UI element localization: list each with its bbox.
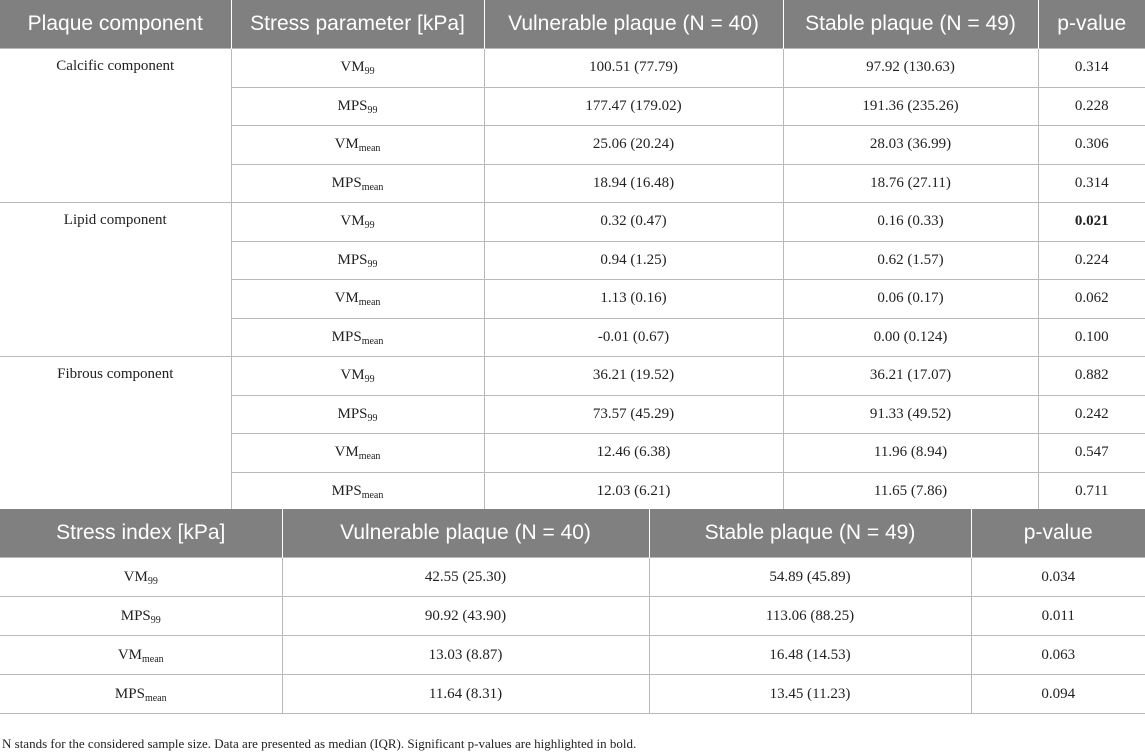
stable-value-cell: 91.33 (49.52) <box>783 395 1038 434</box>
table2-header-row <box>0 509 1145 558</box>
parameter-subscript: mean <box>144 692 167 704</box>
stable-value-cell: 0.00 (0.124) <box>783 318 1038 357</box>
parameter-name: VM <box>334 290 359 307</box>
parameter-subscript: 99 <box>367 258 378 270</box>
stress-parameter-cell <box>0 558 282 597</box>
header-plaque-component: Plaque component <box>0 0 231 49</box>
table-row <box>0 357 1145 396</box>
p-value-cell: 0.228 <box>1038 87 1145 126</box>
vulnerable-value-cell: 25.06 (20.24) <box>484 126 783 165</box>
vulnerable-value-cell: 18.94 (16.48) <box>484 164 783 203</box>
vulnerable-value-cell: 177.47 (179.02) <box>484 87 783 126</box>
table-row <box>0 675 1145 714</box>
p-value-cell: 0.011 <box>971 597 1145 636</box>
vulnerable-value-cell: 11.64 (8.31) <box>282 675 649 714</box>
p-value-cell: 0.547 <box>1038 434 1145 473</box>
parameter-subscript: mean <box>358 451 381 463</box>
parameter-name: VM <box>117 646 142 663</box>
stable-value-cell: 28.03 (36.99) <box>783 126 1038 165</box>
stable-value-cell: 13.45 (11.23) <box>649 675 971 714</box>
table-row <box>0 558 1145 597</box>
parameter-name: MPS <box>337 251 368 268</box>
vulnerable-value-cell: 12.46 (6.38) <box>484 434 783 473</box>
stress-parameter-cell <box>231 87 484 126</box>
p-value-cell: 0.711 <box>1038 472 1145 511</box>
p-value-cell: 0.034 <box>971 558 1145 597</box>
p-value-cell: 0.100 <box>1038 318 1145 357</box>
stress-parameter-cell <box>231 318 484 357</box>
header-vulnerable-plaque: Vulnerable plaque (N = 40) <box>484 0 783 49</box>
parameter-name: VM <box>340 367 365 384</box>
stress-parameter-cell <box>231 126 484 165</box>
parameter-name: MPS <box>331 482 362 499</box>
header-p-value: p-value <box>1038 0 1145 49</box>
parameter-name: MPS <box>337 97 368 114</box>
table-row <box>0 636 1145 675</box>
stress-parameter-cell <box>0 597 282 636</box>
stress-parameter-cell <box>0 636 282 675</box>
stable-value-cell: 191.36 (235.26) <box>783 87 1038 126</box>
vulnerable-value-cell: 12.03 (6.21) <box>484 472 783 511</box>
vulnerable-value-cell: 36.21 (19.52) <box>484 357 783 396</box>
parameter-subscript: mean <box>358 143 381 155</box>
table-row <box>0 597 1145 636</box>
parameter-subscript: mean <box>361 489 384 501</box>
table1-header-row <box>0 0 1145 49</box>
stable-value-cell: 113.06 (88.25) <box>649 597 971 636</box>
plaque-component-cell: Calcific component <box>0 49 231 203</box>
header-p-value: p-value <box>971 509 1145 558</box>
header-stress-index: Stress index [kPa] <box>0 509 282 558</box>
parameter-name: MPS <box>337 405 368 422</box>
parameter-subscript: mean <box>142 653 164 665</box>
stress-parameter-cell <box>231 434 484 473</box>
parameter-subscript: 99 <box>367 412 378 424</box>
vulnerable-value-cell: -0.01 (0.67) <box>484 318 783 357</box>
table-footnote: N stands for the considered sample size. Data are presented as median (IQR). Significant p-values are highlighted in bold. <box>2 736 637 751</box>
parameter-name: VM <box>340 59 365 76</box>
parameter-subscript: mean <box>361 181 384 193</box>
p-value-cell: 0.242 <box>1038 395 1145 434</box>
parameter-subscript: mean <box>358 297 381 309</box>
stress-parameter-cell <box>231 395 484 434</box>
stress-parameter-cell <box>0 675 282 714</box>
plaque-component-cell: Fibrous component <box>0 357 231 511</box>
header-stress-parameter: Stress parameter [kPa] <box>231 0 484 49</box>
parameter-subscript: 99 <box>364 66 375 78</box>
stress-parameter-cell <box>231 49 484 88</box>
parameter-subscript: 99 <box>147 575 158 587</box>
p-value-cell: 0.062 <box>1038 280 1145 319</box>
stress-parameter-cell <box>231 241 484 280</box>
vulnerable-value-cell: 42.55 (25.30) <box>282 558 649 597</box>
stress-parameter-cell <box>231 280 484 319</box>
p-value-cell: 0.063 <box>971 636 1145 675</box>
p-value-cell: 0.882 <box>1038 357 1145 396</box>
parameter-name: MPS <box>331 174 362 191</box>
stress-parameter-cell <box>231 357 484 396</box>
vulnerable-value-cell: 0.32 (0.47) <box>484 203 783 242</box>
p-value-cell: 0.314 <box>1038 49 1145 88</box>
header-vulnerable-plaque: Vulnerable plaque (N = 40) <box>282 509 649 558</box>
stress-index-table <box>0 509 1145 714</box>
p-value-cell: 0.094 <box>971 675 1145 714</box>
parameter-name: MPS <box>331 328 362 345</box>
p-value-cell: 0.306 <box>1038 126 1145 165</box>
p-value-cell: 0.314 <box>1038 164 1145 203</box>
stable-value-cell: 18.76 (27.11) <box>783 164 1038 203</box>
header-stable-plaque: Stable plaque (N = 49) <box>783 0 1038 49</box>
parameter-name: VM <box>123 568 148 585</box>
parameter-name: MPS <box>114 685 145 702</box>
parameter-name: MPS <box>120 607 151 624</box>
parameter-subscript: 99 <box>150 614 161 626</box>
p-value-cell: 0.021 <box>1038 203 1145 242</box>
stable-value-cell: 54.89 (45.89) <box>649 558 971 597</box>
table-row <box>0 203 1145 242</box>
plaque-component-cell: Lipid component <box>0 203 231 357</box>
vulnerable-value-cell: 73.57 (45.29) <box>484 395 783 434</box>
parameter-subscript: mean <box>361 335 384 347</box>
stress-parameter-cell <box>231 472 484 511</box>
stable-value-cell: 97.92 (130.63) <box>783 49 1038 88</box>
stable-value-cell: 16.48 (14.53) <box>649 636 971 675</box>
stress-parameter-cell <box>231 203 484 242</box>
vulnerable-value-cell: 0.94 (1.25) <box>484 241 783 280</box>
stable-value-cell: 11.96 (8.94) <box>783 434 1038 473</box>
vulnerable-value-cell: 13.03 (8.87) <box>282 636 649 675</box>
parameter-subscript: 99 <box>364 220 375 232</box>
stable-value-cell: 0.62 (1.57) <box>783 241 1038 280</box>
stress-parameter-cell <box>231 164 484 203</box>
vulnerable-value-cell: 1.13 (0.16) <box>484 280 783 319</box>
p-value-cell: 0.224 <box>1038 241 1145 280</box>
table-row <box>0 49 1145 88</box>
vulnerable-value-cell: 90.92 (43.90) <box>282 597 649 636</box>
parameter-name: VM <box>340 213 365 230</box>
stable-value-cell: 0.06 (0.17) <box>783 280 1038 319</box>
vulnerable-value-cell: 100.51 (77.79) <box>484 49 783 88</box>
header-stable-plaque: Stable plaque (N = 49) <box>649 509 971 558</box>
stable-value-cell: 0.16 (0.33) <box>783 203 1038 242</box>
parameter-name: VM <box>334 444 359 461</box>
stable-value-cell: 11.65 (7.86) <box>783 472 1038 511</box>
parameter-name: VM <box>334 136 359 153</box>
parameter-subscript: 99 <box>367 104 378 116</box>
stable-value-cell: 36.21 (17.07) <box>783 357 1038 396</box>
parameter-subscript: 99 <box>364 374 375 386</box>
